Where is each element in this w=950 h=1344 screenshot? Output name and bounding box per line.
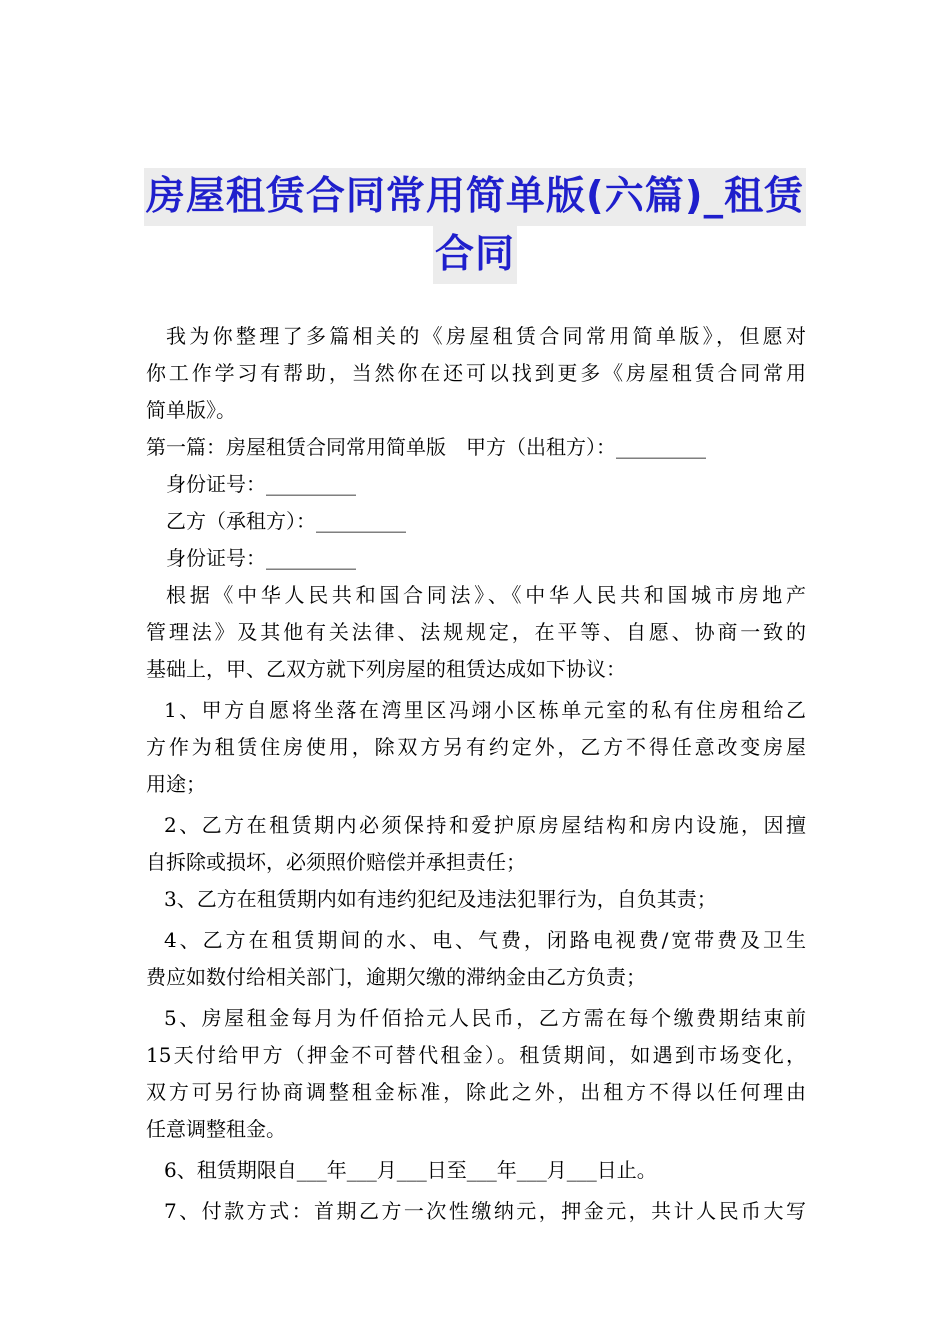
clause-line: 5、房屋租金每月为仟佰拾元人民币，乙方需在每个缴费期结束前 <box>164 1006 806 1030</box>
clause-line: 用途； <box>146 772 206 796</box>
paragraph-line: 管理法》及其他有关法律、法规规定，在平等、自愿、协商一致的 <box>146 620 806 644</box>
paragraph-line: 你工作学习有帮助，当然你在还可以找到更多《房屋租赁合同常用 <box>146 361 806 385</box>
paragraph-line: 基础上，甲、乙双方就下列房屋的租赁达成如下协议： <box>146 657 626 681</box>
clause-line: 费应如数付给相关部门，逾期欠缴的滞纳金由乙方负责； <box>146 965 646 989</box>
form-field-line: 身份证号：_________ <box>166 472 356 496</box>
form-field-line: 乙方（承租方）：_________ <box>166 509 406 533</box>
clause-line: 3、乙方在租赁期内如有违约犯纪及违法犯罪行为，自负其责； <box>164 887 717 911</box>
document-body <box>146 318 806 1230</box>
paragraph-line: 简单版》。 <box>146 398 236 422</box>
clause-line: 7、付款方式：首期乙方一次性缴纳元，押金元，共计人民币大写 <box>164 1199 806 1223</box>
clause-line: 双方可另行协商调整租金标准，除此之外，出租方不得以任何理由 <box>146 1080 806 1104</box>
title-line-2: 合同 <box>433 226 517 284</box>
clause-line: 任意调整租金。 <box>146 1117 286 1141</box>
section-heading-line: 第一篇：房屋租赁合同常用简单版 甲方（出租方）：_________ <box>146 435 706 459</box>
paragraph-line: 根据《中华人民共和国合同法》、《中华人民共和国城市房地产 <box>166 583 806 607</box>
title-line-1: 房屋租赁合同常用简单版(六篇)_租赁 <box>144 168 806 226</box>
form-field-line: 身份证号：_________ <box>166 546 356 570</box>
clause-line: 1、甲方自愿将坐落在湾里区冯翊小区栋单元室的私有住房租给乙 <box>164 698 806 722</box>
document-title <box>120 168 830 284</box>
clause-line: 方作为租赁住房使用，除双方另有约定外，乙方不得任意改变房屋 <box>146 735 806 759</box>
clause-line: 2、乙方在租赁期内必须保持和爱护原房屋结构和房内设施，因擅 <box>164 813 806 837</box>
clause-line: 自拆除或损坏，必须照价赔偿并承担责任； <box>146 850 526 874</box>
clause-line: 15天付给甲方（押金不可替代租金）。租赁期间，如遇到市场变化， <box>146 1043 806 1067</box>
clause-line: 4、乙方在租赁期间的水、电、气费，闭路电视费/宽带费及卫生 <box>164 928 806 952</box>
clause-line: 6、租赁期限自___年___月___日至___年___月___日止。 <box>164 1158 657 1182</box>
paragraph-line: 我为你整理了多篇相关的《房屋租赁合同常用简单版》，但愿对 <box>166 324 806 348</box>
